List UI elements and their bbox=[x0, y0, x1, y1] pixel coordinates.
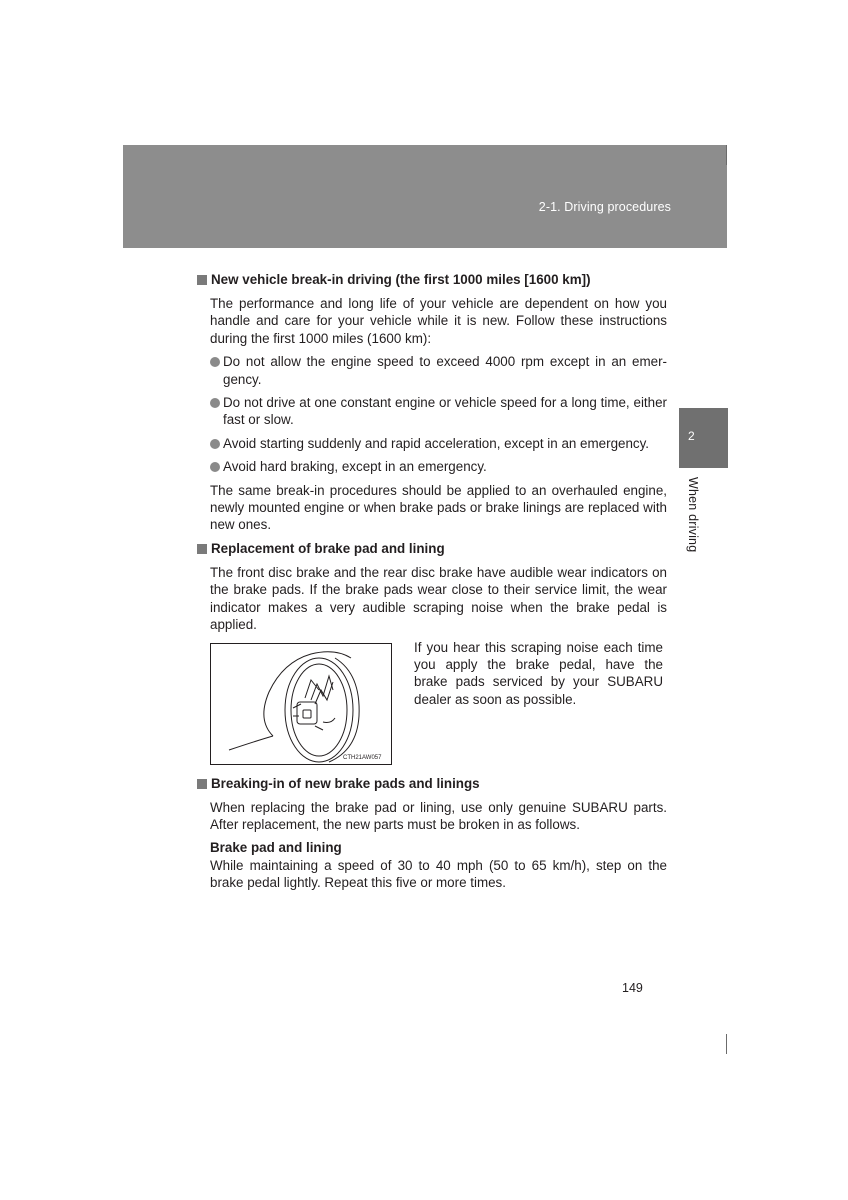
heading-text: Replacement of brake pad and lining bbox=[211, 541, 445, 557]
brake-figure bbox=[210, 643, 392, 765]
chapter-tab bbox=[679, 408, 728, 468]
subheading: Brake pad and lining bbox=[210, 840, 342, 856]
paragraph: The performance and long life of your vehicle are dependent on how you handle and care for your vehicle while it is new. Follow these instructions during the first 1000 miles (1600 km): bbox=[210, 296, 667, 346]
crop-mark-top bbox=[726, 145, 727, 165]
list-item bbox=[210, 458, 667, 475]
section-heading-brake-pad bbox=[197, 540, 667, 558]
circle-bullet-icon bbox=[210, 462, 220, 472]
square-bullet-icon bbox=[197, 779, 207, 789]
section-heading-breaking-in-pads bbox=[197, 775, 667, 793]
crop-mark-bottom bbox=[726, 1034, 727, 1054]
list-item bbox=[210, 394, 667, 429]
figure-code: CTH21AW057 bbox=[343, 754, 382, 761]
header-band bbox=[123, 145, 727, 248]
heading-text: Breaking-in of new brake pads and linings bbox=[211, 775, 480, 791]
paragraph: When replacing the brake pad or lining, use only genuine SUBARU parts. After replacement, the new parts must be broken in as follows. bbox=[210, 799, 667, 832]
list-item bbox=[210, 353, 667, 388]
square-bullet-icon bbox=[197, 544, 207, 554]
list-item-text: Do not allow the engine speed to exceed 4000 rpm except in an emer-gency. bbox=[223, 354, 667, 387]
brake-disc-illustration-icon bbox=[211, 644, 391, 764]
list-item-text: Avoid hard braking, except in an emergency. bbox=[223, 459, 487, 475]
paragraph: The front disc brake and the rear disc brake have audible wear indicators on the brake pads. If the brake pads wear close to their service limit, the wear indicator makes a very audible scraping noise when the brake pedal is applied. bbox=[210, 564, 667, 633]
list-item bbox=[210, 435, 667, 452]
figure-caption: If you hear this scraping noise each time you apply the brake pedal, have the brake pads serviced by your SUBARU dealer as soon as possible. bbox=[414, 639, 663, 707]
section-title: 2-1. Driving procedures bbox=[538, 200, 671, 214]
square-bullet-icon bbox=[197, 275, 207, 285]
section-heading-break-in bbox=[197, 271, 667, 289]
list-item-text: Do not drive at one constant engine or vehicle speed for a long time, either fast or slow. bbox=[223, 395, 667, 428]
circle-bullet-icon bbox=[210, 439, 220, 449]
chapter-number: 2 bbox=[688, 429, 695, 443]
circle-bullet-icon bbox=[210, 357, 220, 367]
paragraph: While maintaining a speed of 30 to 40 mph (50 to 65 km/h), step on the brake pedal lightly. Repeat this five or more times. bbox=[210, 857, 667, 891]
list-item-text: Avoid starting suddenly and rapid acceleration, except in an emergency. bbox=[223, 435, 650, 451]
paragraph: The same break-in procedures should be applied to an overhauled engine, newly mounted engine or when brake pads or brake linings are replaced with new ones. bbox=[210, 482, 667, 533]
heading-text: New vehicle break-in driving (the first 1000 miles [1600 km]) bbox=[211, 272, 591, 288]
page-number: 149 bbox=[622, 981, 643, 995]
page-content bbox=[197, 271, 667, 898]
circle-bullet-icon bbox=[210, 398, 220, 408]
figure-row bbox=[210, 639, 667, 765]
chapter-label: When driving bbox=[686, 477, 700, 553]
